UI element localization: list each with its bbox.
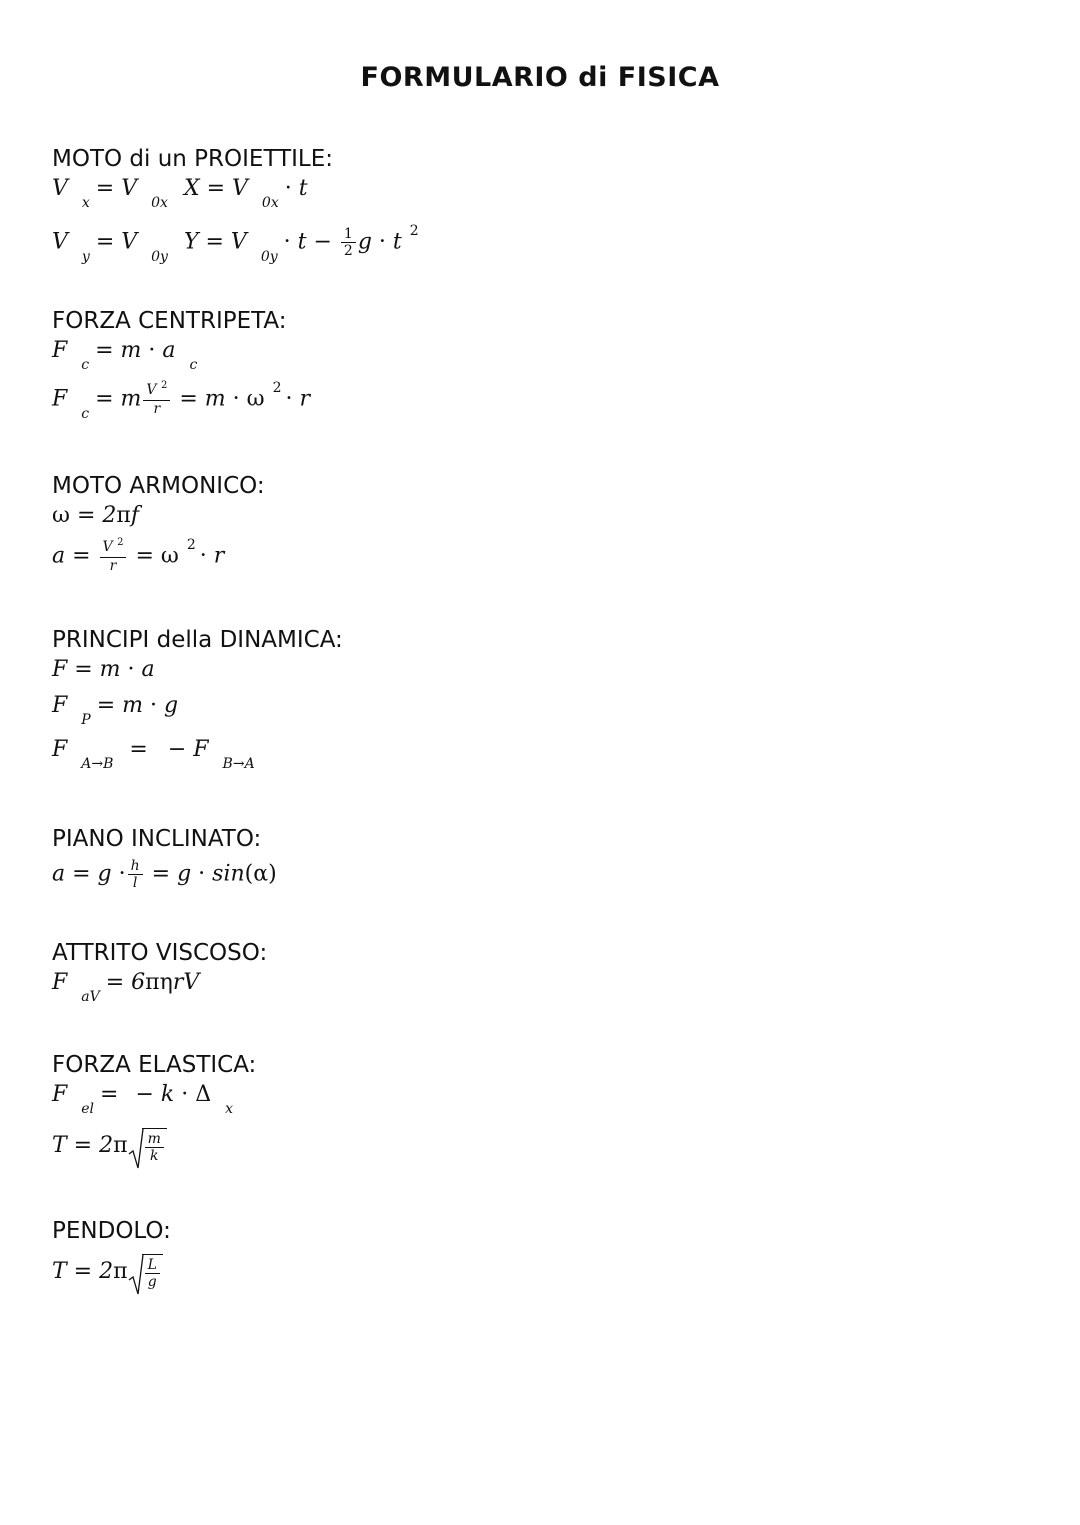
formula-spring-period: T = 2π $\frac{m}{k}$ <box>52 1128 256 1164</box>
formula-harmonic-acc: a = $\frac{V ^2}{r}$ = ω $^2$ · r <box>52 536 225 574</box>
formula-viscous: $F_{aV}= 6\pi\eta rV$ <box>52 970 200 1005</box>
section-pendulum <box>52 1218 171 1290</box>
page-title: FORMULARIO di FISICA <box>360 62 720 93</box>
formula-fc-acc: $F_c= m \cdot a_c$ <box>52 338 198 373</box>
formula-omega: ω = 2πf <box>52 503 139 528</box>
section-heading: FORZA CENTRIPETA: <box>52 308 287 334</box>
formula-newton-second: F = m · a <box>52 657 155 682</box>
formula-action-reaction: $F_{A\to B}= - F_{B\to A}$ <box>52 737 255 772</box>
section-heading: PRINCIPI della DINAMICA: <box>52 627 343 653</box>
formula-vy: $V_y= V_{0y}Y = V_{0y}\cdot t$ − $\frac{1}{2}$ g · t $^2$ <box>52 222 419 265</box>
section-heading: MOTO ARMONICO: <box>52 473 265 499</box>
formula-inclined: a = g · $\frac{h}{l}$ = g · sin(α) <box>52 858 277 891</box>
section-elastic-force <box>52 1052 256 1164</box>
section-heading: MOTO di un PROIETTILE: <box>52 146 334 172</box>
formula-fc-omega: $F_c= m$ $\frac{V ^2}{r}$ = m · ω $^2$ · r <box>52 379 311 422</box>
formula-vx: $V_x= V_{0x}X = V_{0x}\cdot t$ <box>52 176 308 211</box>
section-heading: PENDOLO: <box>52 1218 171 1244</box>
formula-weight: $F_P= m \cdot g$ <box>52 693 179 728</box>
formula-pendulum-period: T = 2π $\frac{L}{g}$ <box>52 1254 171 1290</box>
section-heading: FORZA ELASTICA: <box>52 1052 257 1078</box>
section-viscous-friction <box>52 940 268 1005</box>
section-heading: ATTRITO VISCOSO: <box>52 940 268 966</box>
formula-hooke: $F_{el}= - k \cdot \Delta_x$ <box>52 1082 234 1117</box>
section-harmonic-motion <box>52 473 265 574</box>
section-inclined-plane <box>52 826 277 891</box>
section-centripetal-force <box>52 308 311 422</box>
section-projectile-motion <box>52 146 423 265</box>
section-heading: PIANO INCLINATO: <box>52 826 262 852</box>
section-dynamics <box>52 627 343 772</box>
